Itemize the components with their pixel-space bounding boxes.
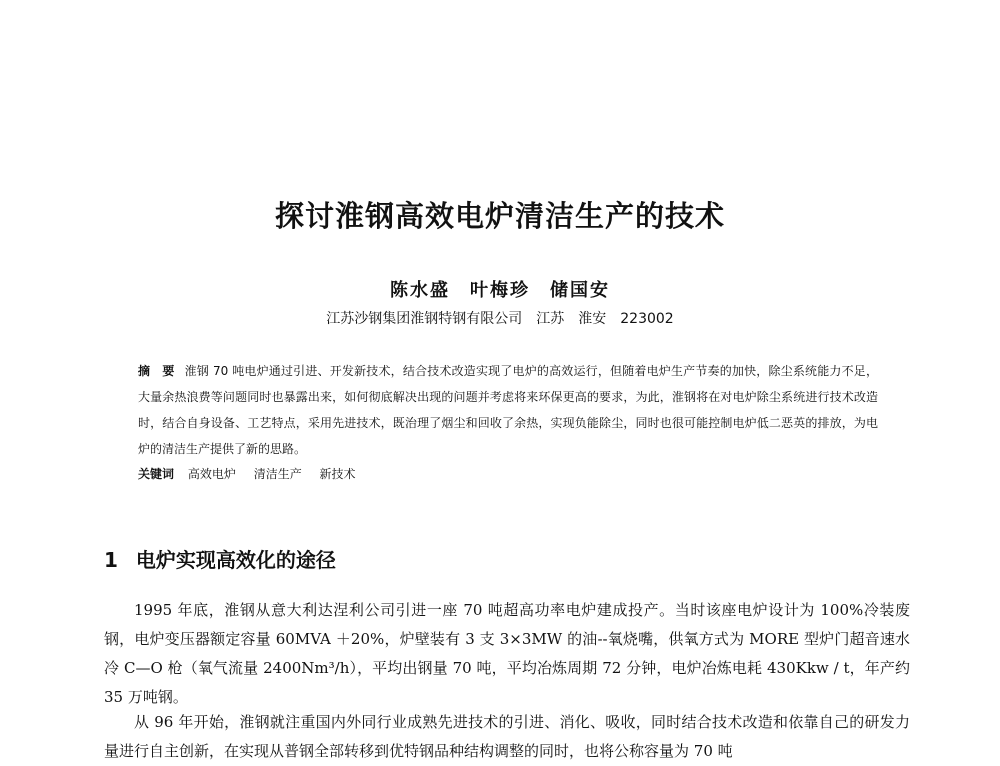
affiliation: 江苏沙钢集团淮钢特钢有限公司 江苏 淮安 223002 <box>326 311 674 327</box>
paper-title: 探讨淮钢高效电炉清洁生产的技术 <box>274 199 725 233</box>
section-number: 1 <box>104 548 118 572</box>
body-paragraph: 从 96 年开始，淮钢就注重国内外同行业成熟先进技术的引进、消化、吸收，同时结合技术改造和依靠自己的研发力量进行自主创新，在实现从普钢全部转移到优特钢品种结构调整的同时，也将公称容量为 70 吨 <box>104 713 910 760</box>
abstract-label: 摘 要 <box>138 364 175 378</box>
keyword-item: 清洁生产 <box>253 467 302 481</box>
keyword-item: 新技术 <box>319 467 356 481</box>
keywords-label: 关键词 <box>138 467 175 481</box>
section-heading <box>104 544 336 573</box>
abstract <box>138 358 878 462</box>
keywords <box>138 465 878 482</box>
keyword-item: 高效电炉 <box>187 467 236 481</box>
authors: 陈水盛 叶梅珍 储国安 <box>390 280 610 301</box>
section-title: 电炉实现高效化的途径 <box>135 548 336 572</box>
abstract-text: 淮钢 70 吨电炉通过引进、开发新技术，结合技术改造实现了电炉的高效运行，但随着电炉生产节奏的加快，除尘系统能力不足，大量余热浪费等问题同时也暴露出来，如何彻底解决出现的问题并考虑将来环保更高的要求，为此，淮钢将在对电炉除尘系统进行技术改造时，结合自身设备、工艺特点，采用先进技术，既治理了烟尘和回收了余热，实现负能除尘，同时也很可能控制电炉低二恶英的排放，为电炉的清洁生产提供了新的思路。 <box>138 364 878 456</box>
body-paragraph: 1995 年底，淮钢从意大利达涅利公司引进一座 70 吨超高功率电炉建成投产。当时该座电炉设计为 100%冷装废钢，电炉变压器额定容量 60MVA ＋20%，炉壁装有 3 支 3×3MW 的油--氧烧嘴，供氧方式为 MORE 型炉门超音速水冷 C—O 枪（氧气流量 2400Nm³/h），平均出钢量 70 吨，平均冶炼周期 72 分钟，电炉冶炼电耗 430Kkw / t，年产约 35 万吨钢。 <box>104 601 910 706</box>
